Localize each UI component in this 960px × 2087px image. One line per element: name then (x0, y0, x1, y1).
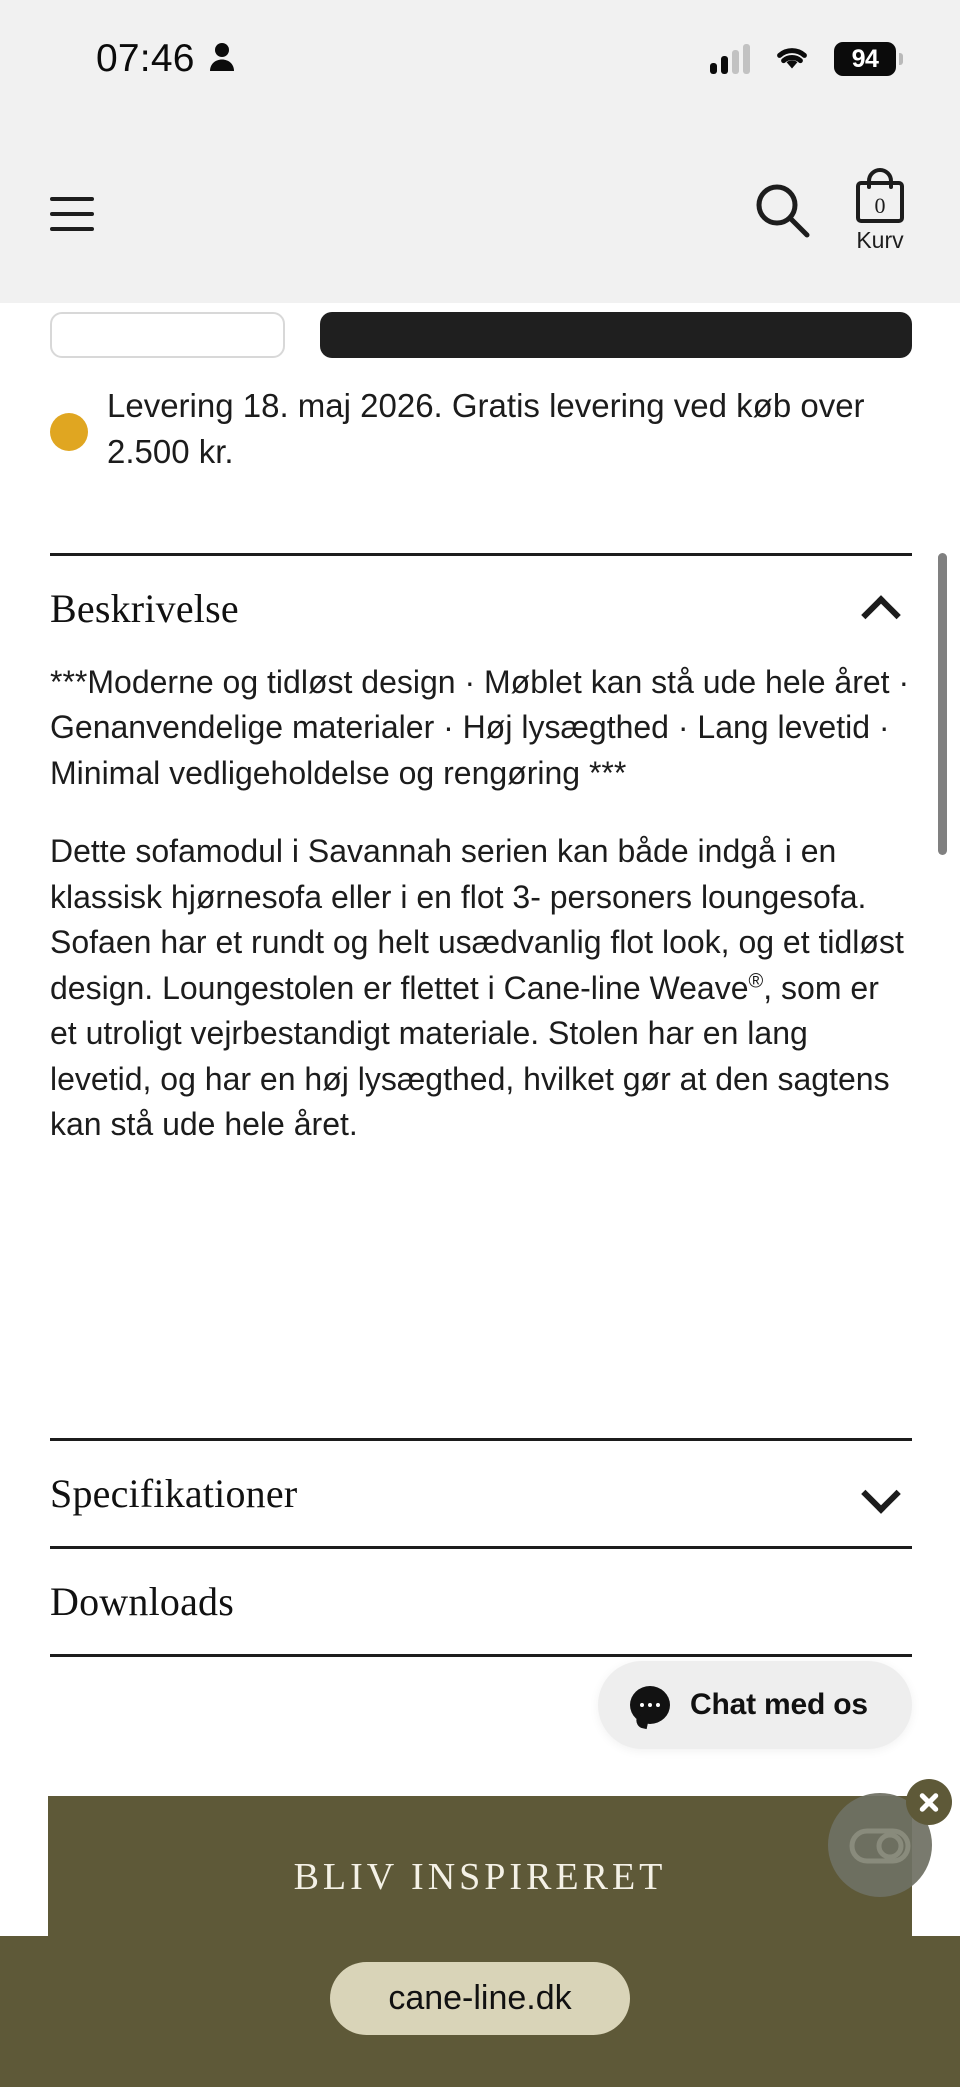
site-header (0, 118, 960, 303)
banner-title: BLIV INSPIRERET (293, 1856, 667, 1898)
header-actions (750, 167, 930, 254)
cart-count: 0 (874, 193, 886, 218)
accordion-specifikationer (50, 1438, 912, 1545)
person-icon (209, 42, 235, 77)
accordion-title: Downloads (50, 1578, 235, 1624)
hamburger-menu-icon[interactable] (50, 197, 94, 231)
chevron-down-icon[interactable] (864, 1483, 898, 1503)
status-bar (0, 0, 960, 118)
status-time: 07:46 (96, 37, 195, 80)
status-bar-left (96, 37, 235, 81)
site-url-pill[interactable] (330, 1962, 630, 2035)
site-url-label: cane-line.dk (388, 1979, 572, 2017)
accordion-beskrivelse (50, 553, 912, 1181)
wifi-icon (772, 42, 812, 77)
accordion-header-specifikationer[interactable] (50, 1441, 912, 1545)
accordion-title: Beskrivelse (50, 585, 239, 631)
purchase-controls-cutoff (0, 303, 960, 339)
status-bar-right (710, 42, 896, 77)
search-icon[interactable] (750, 178, 814, 247)
accordion-title: Specifikationer (50, 1470, 298, 1516)
delivery-text: Levering 18. maj 2026. Gratis levering ved køb over 2.500 kr. (107, 387, 865, 470)
cart-label: Kurv (856, 227, 904, 253)
battery-level: 94 (851, 44, 879, 73)
accordion-downloads (50, 1546, 912, 1653)
shopping-bag-icon (852, 167, 908, 225)
accordion-header-downloads[interactable] (50, 1549, 912, 1653)
accordion-header-beskrivelse[interactable] (50, 556, 912, 660)
description-paragraph-1: ***Moderne og tidløst design · Møblet kan stå ude hele året · Genanvendelige materialer · Høj lysægthed · Lang levetid · Minimal vedligeholdelse og rengøring *** (50, 664, 910, 791)
quantity-stepper[interactable] (50, 312, 285, 358)
divider (50, 1654, 912, 1657)
accordion-bottom-divider (50, 1654, 912, 1657)
add-to-cart-button[interactable] (320, 312, 912, 358)
chat-widget[interactable] (598, 1661, 912, 1749)
chevron-up-icon[interactable] (864, 598, 898, 618)
description-paragraph-2: Dette sofamodul i Savannah serien kan både indgå i en klassisk hjørnesofa eller i en flot 3- personers loungesofa. Sofaen har et rundt og helt usædvanlig flot look, og et tidløst design. Loungestolen er flettet i Cane-line Weave®, som er et utroligt vejrbestandigt materiale. Stolen har en lang levetid, og har en høj lysægthed, hvilket gør at den sagtens kan stå ude hele året. (50, 833, 904, 1142)
scrollbar[interactable] (938, 553, 947, 855)
chat-bubble-icon (630, 1686, 670, 1724)
battery-indicator (834, 42, 896, 76)
accordion-body-beskrivelse (50, 660, 912, 1181)
delivery-notice (50, 383, 912, 474)
status-badge (50, 413, 88, 451)
chat-label: Chat med os (690, 1688, 868, 1721)
cart-button[interactable] (852, 167, 908, 254)
close-icon[interactable] (906, 1779, 952, 1825)
signal-bars-icon (710, 44, 750, 74)
